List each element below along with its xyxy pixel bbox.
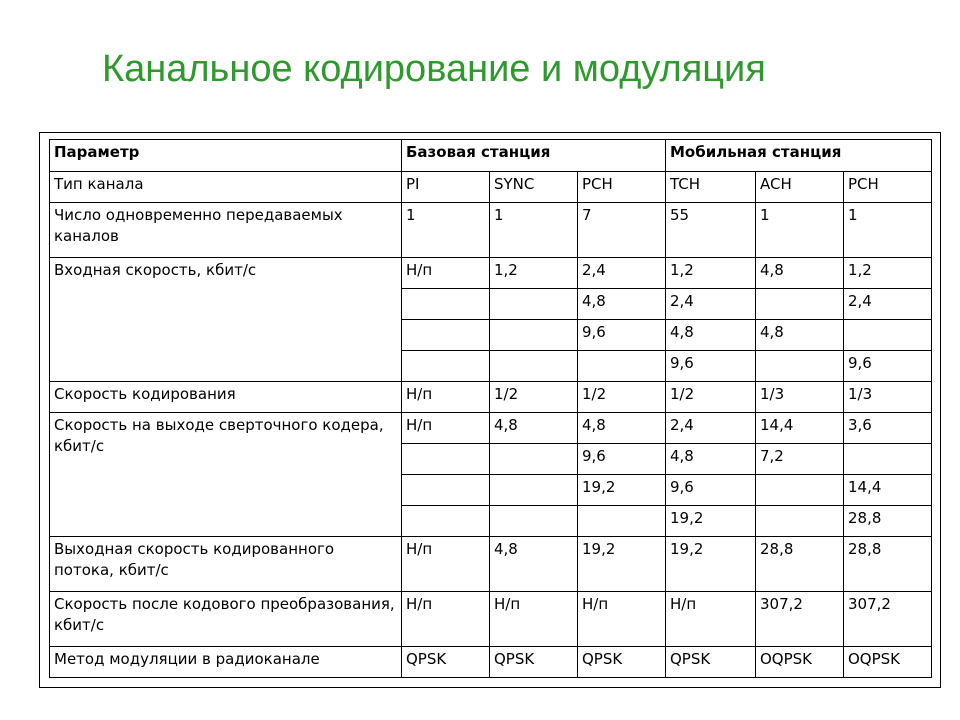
table-cell: 4,8 [756,258,844,289]
table-cell: Н/п [666,592,756,647]
table-cell: QPSK [666,647,756,678]
row-label: Скорость после кодового преобразования, кбит/с [50,592,402,647]
table-row [50,647,932,678]
table-cell: Н/п [578,592,666,647]
table-cell: SYNC [490,172,578,203]
table-row [50,203,932,258]
row-label: Метод модуляции в радиоканале [50,647,402,678]
table-cell: 7 [578,203,666,258]
table-cell: 307,2 [844,592,932,647]
row-label: Скорость на выходе сверточного кодера, кбит/с [50,413,402,537]
table-cell: Н/п [402,537,490,592]
table-cell: 2,4 [844,289,932,320]
table-cell: 7,2 [756,444,844,475]
table-cell: 4,8 [578,289,666,320]
header-mobile-station: Мобильная станция [666,140,932,172]
table-cell: 1 [756,203,844,258]
table-cell [578,506,666,537]
table-cell: 1 [402,203,490,258]
table-cell: PCH [844,172,932,203]
table-row [50,413,932,444]
table-cell: 28,8 [844,537,932,592]
table-cell: 4,8 [666,444,756,475]
table-cell: 1,2 [666,258,756,289]
table-cell [490,320,578,351]
table-row [50,172,932,203]
table-cell: 9,6 [666,351,756,382]
table-row [50,537,932,592]
table-cell [490,444,578,475]
table-cell: 9,6 [578,320,666,351]
table-cell: 2,4 [666,413,756,444]
table-cell [402,475,490,506]
header-parameter: Параметр [50,140,402,172]
table-cell: 2,4 [578,258,666,289]
row-label: Число одновременно передаваемых каналов [50,203,402,258]
table-header-row [50,140,932,172]
table-cell: 3,6 [844,413,932,444]
table-cell: QPSK [578,647,666,678]
table-cell [844,320,932,351]
table-cell [490,351,578,382]
table-cell: 19,2 [578,475,666,506]
table-cell [402,289,490,320]
table-cell: 1/3 [756,382,844,413]
row-label: Тип канала [50,172,402,203]
table-cell [756,351,844,382]
table-row [50,382,932,413]
table-cell: 4,8 [666,320,756,351]
table-cell [402,320,490,351]
table-cell: TCH [666,172,756,203]
table-cell [402,351,490,382]
table-cell: Н/п [490,592,578,647]
table-cell: 4,8 [490,537,578,592]
table-cell: PCH [578,172,666,203]
table-cell [756,506,844,537]
table-cell: QPSK [402,647,490,678]
table-cell: Н/п [402,258,490,289]
table-cell: 14,4 [756,413,844,444]
table-cell [490,289,578,320]
table-cell: 1 [844,203,932,258]
table-cell [402,506,490,537]
table-row [50,258,932,289]
table-cell: Н/п [402,413,490,444]
table-cell: 1,2 [844,258,932,289]
table-cell: OQPSK [844,647,932,678]
table-cell: 4,8 [578,413,666,444]
table-cell: 9,6 [844,351,932,382]
table-cell [402,444,490,475]
table-cell [490,506,578,537]
table-cell: 19,2 [578,537,666,592]
table-cell: QPSK [490,647,578,678]
row-label: Выходная скорость кодированного потока, кбит/с [50,537,402,592]
header-base-station: Базовая станция [402,140,666,172]
table-cell: 1,2 [490,258,578,289]
table-cell: Н/п [402,382,490,413]
table-cell: 1/2 [490,382,578,413]
table-cell: 2,4 [666,289,756,320]
table-cell: Н/п [402,592,490,647]
table-cell: 19,2 [666,537,756,592]
table-cell: 9,6 [578,444,666,475]
table-cell: OQPSK [756,647,844,678]
row-label: Входная скорость, кбит/с [50,258,402,382]
table-cell [578,351,666,382]
parameters-table [49,139,932,678]
table-cell: 28,8 [756,537,844,592]
table-cell: 1/2 [578,382,666,413]
slide-title: Канальное кодирование и модуляция [102,48,766,90]
table-cell: 4,8 [756,320,844,351]
table-cell: 55 [666,203,756,258]
table-cell: 9,6 [666,475,756,506]
table-row [50,592,932,647]
table-cell: 1/2 [666,382,756,413]
row-label: Скорость кодирования [50,382,402,413]
table-cell: 4,8 [490,413,578,444]
table-cell [490,475,578,506]
table-cell: 28,8 [844,506,932,537]
table-cell: 19,2 [666,506,756,537]
table-cell: 1/3 [844,382,932,413]
table-cell: 14,4 [844,475,932,506]
table-cell: 307,2 [756,592,844,647]
table-cell: ACH [756,172,844,203]
table-cell [844,444,932,475]
table-cell: 1 [490,203,578,258]
table-cell [756,289,844,320]
table-cell [756,475,844,506]
table-cell: PI [402,172,490,203]
